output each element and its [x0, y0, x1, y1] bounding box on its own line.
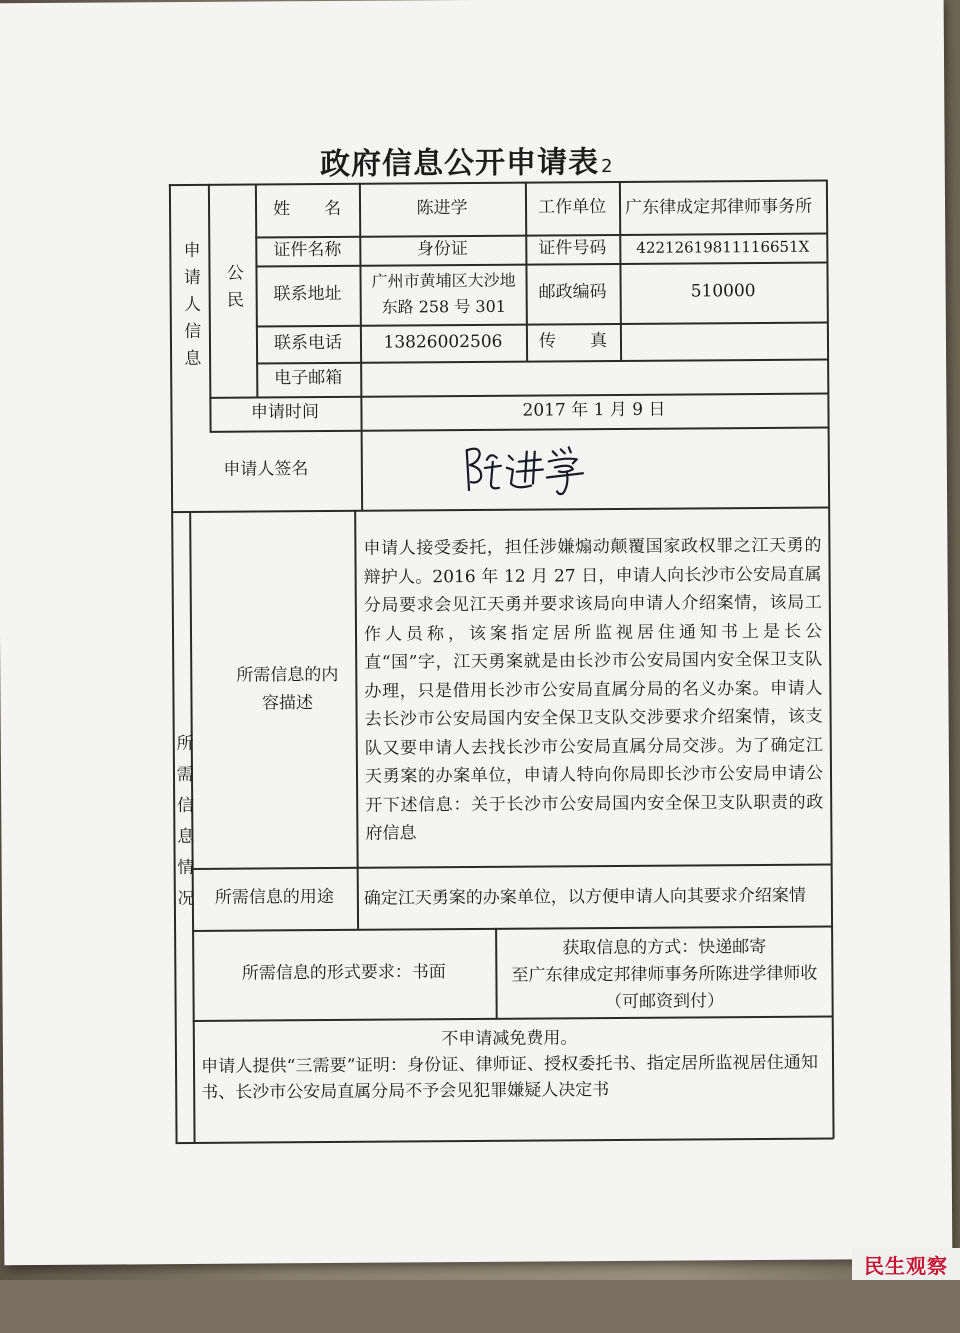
- phone-value: 13826002506: [383, 331, 503, 353]
- fax-label: 传 真: [538, 330, 608, 352]
- citizen-label: 公民: [222, 263, 244, 318]
- content-description-cell: [363, 532, 823, 855]
- fax-value: [620, 322, 827, 360]
- form-requirement-cell: [192, 928, 496, 1020]
- form-title-text: 政府信息公开申请表: [319, 145, 600, 183]
- handwritten-signature: [461, 437, 611, 500]
- page-number: 2: [600, 156, 614, 178]
- signature-label: 申请人签名: [223, 459, 309, 480]
- delivery-method-line1: 获取信息的方式：快递邮寄: [562, 936, 767, 958]
- id-type-value: 身份证: [416, 238, 468, 260]
- purpose-value: 确定江天勇案的办案单位，以方便申请人向其要求介绍案情: [363, 885, 806, 909]
- watermark-logo: 民生观察: [852, 1248, 960, 1280]
- content-label: 所需信息的内容描述: [236, 664, 339, 713]
- id-number-label: 证件号码: [538, 237, 607, 259]
- apply-time-label: 申请时间: [250, 402, 320, 423]
- id-type-label: 证件名称: [273, 239, 342, 261]
- supporting-documents-note: 申请人提供“三需要”证明：身份证、律师证、授权委托书、指定居所监视居住通知书、长沙市公安局直属分局不予会见犯罪嫌疑人决定书: [200, 1052, 819, 1103]
- applicant-section-label: 申请人信息: [179, 240, 201, 376]
- delivery-method-line2: 至广东律成定邦律师事务所陈进学律师收（可邮资到付）: [511, 963, 818, 1012]
- form-title: [0, 135, 937, 186]
- postcode-label: 邮政编码: [538, 282, 607, 303]
- purpose-label: 所需信息的用途: [214, 887, 334, 909]
- notes-cell: [193, 1018, 833, 1142]
- employer-label: 工作单位: [537, 196, 607, 218]
- employer-value: 广东律成定邦律师事务所: [624, 196, 813, 218]
- address-value: 广州市黄埔区大沙地东路 258 号 301: [371, 270, 516, 317]
- purpose-value-cell: [364, 866, 824, 929]
- email-label: 电子邮箱: [274, 368, 343, 389]
- apply-time-value: 2017 年 1 月 9 日: [522, 399, 666, 421]
- name-value: 陈进学: [416, 197, 468, 219]
- form-requirement-value: 书面: [411, 962, 446, 983]
- name-label: 姓 名: [272, 198, 342, 220]
- info-section-label: 所需信息情况: [172, 733, 194, 920]
- postcode-value: 510000: [690, 281, 756, 302]
- email-value: [360, 359, 827, 396]
- delivery-method-cell: [500, 934, 829, 1016]
- id-number-value: 42212619811116651X: [636, 237, 810, 258]
- fee-note: 不申请减免费用。: [441, 1028, 578, 1050]
- citizen-label-cell: [208, 184, 256, 398]
- signature-image: [361, 427, 829, 510]
- applicant-section-label-cell: [169, 184, 210, 432]
- content-description: 申请人接受委托，担任涉嫌煽动颠覆国家政权罪之江天勇的辩护人。2016 年 12 月 27 日，申请人向长沙市公安局直属分局要求会见江天勇并要求该局向申请人介绍案情，该局工作人员称，该案指定居所监视居住通知书上是长公直“国”字，江天勇案就是由长沙市公安局国内安全保卫支队办理，只是借用长沙市公安局直属分局的名义办案。申请人去长沙市公安局国内安全保卫支队交涉要求介绍案情，该支队又要申请人去找长沙市公安局直属分局交涉。为了确定江天勇案的办案单位，申请人特向你局即长沙市公安局申请公开下述信息：关于长沙市公安局国内安全保卫支队职责的政府信息: [363, 535, 824, 844]
- address-label: 联系地址: [273, 284, 342, 305]
- phone-label: 联系电话: [273, 332, 343, 354]
- form-requirement-label: 所需信息的形式要求：: [241, 962, 412, 984]
